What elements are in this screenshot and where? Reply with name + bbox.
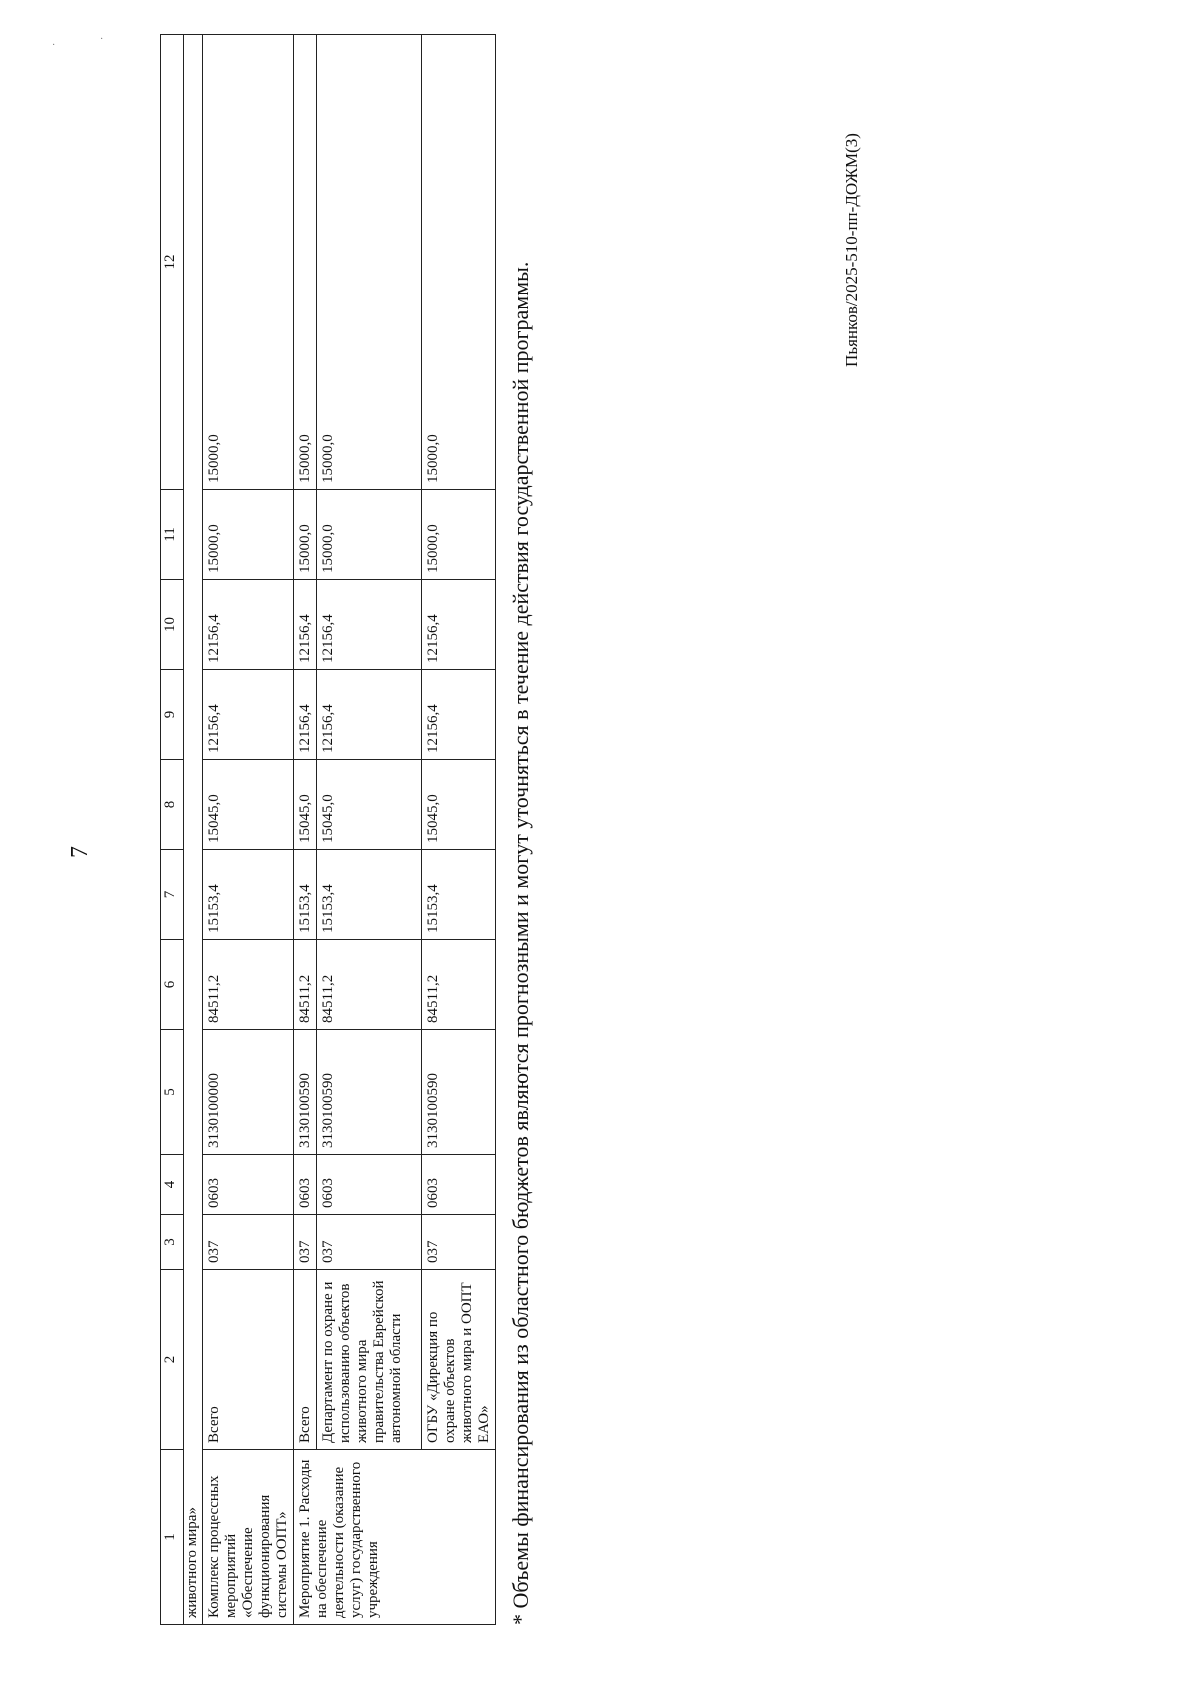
table-cell: Всего: [203, 1270, 294, 1450]
table-cell: 84511,2: [294, 940, 317, 1030]
scan-mark: ·: [100, 34, 104, 45]
column-number: 2: [161, 1270, 184, 1450]
table-cell: 15153,4: [203, 850, 294, 940]
table-cell: Всего: [294, 1270, 317, 1450]
table-cell: 15000,0: [317, 35, 422, 490]
column-number: 11: [161, 490, 184, 580]
table-cell: 15000,0: [203, 490, 294, 580]
page-number: 7: [67, 846, 93, 858]
table-cell: 3130100590: [294, 1030, 317, 1155]
column-number: 12: [161, 35, 184, 490]
column-number: 8: [161, 760, 184, 850]
table-cell: 12156,4: [422, 670, 496, 760]
table-cell: Комплекс процессных мероприятий «Обеспечение функционирования системы ООПТ»: [203, 1450, 294, 1625]
table-cell: 037: [422, 1215, 496, 1270]
finance-table: [160, 34, 496, 1625]
column-number: 9: [161, 670, 184, 760]
table-cell: Мероприятие 1. Расходы на обеспечение деятельности (оказание услуг) государственного учреждения: [294, 1450, 496, 1625]
table-cell: 0603: [317, 1155, 422, 1215]
table-cell: 15153,4: [317, 850, 422, 940]
table-cell: 15000,0: [317, 490, 422, 580]
column-number: 1: [161, 1450, 184, 1625]
table-cell: 15000,0: [422, 490, 496, 580]
table-cell: 12156,4: [422, 580, 496, 670]
column-number: 10: [161, 580, 184, 670]
table-cell: 15045,0: [422, 760, 496, 850]
table-cell: 12156,4: [317, 580, 422, 670]
table-cell: 3130100590: [422, 1030, 496, 1155]
table-cell: 0603: [422, 1155, 496, 1215]
table-cell: 84511,2: [317, 940, 422, 1030]
table-cell: 0603: [294, 1155, 317, 1215]
table-cell: Департамент по охране и использованию объектов животного мира правительства Еврейской автономной области: [317, 1270, 422, 1450]
table-cell: 0603: [203, 1155, 294, 1215]
table-cell: 12156,4: [294, 580, 317, 670]
table-cell: 037: [203, 1215, 294, 1270]
rotated-content: [160, 105, 615, 1625]
table-cell: 12156,4: [317, 670, 422, 760]
table-cell: 84511,2: [203, 940, 294, 1030]
table-cell: ОГБУ «Дирекция по охране объектов животного мира и ООПТ ЕАО»: [422, 1270, 496, 1450]
document-code: Пьянков/2025-510-пп-ДОЖМ(3): [842, 133, 861, 367]
table-cell: 15153,4: [422, 850, 496, 940]
scan-mark: ·: [52, 40, 56, 51]
table-cell: 12156,4: [203, 580, 294, 670]
column-number: 7: [161, 850, 184, 940]
table-row: [317, 35, 422, 1625]
column-number: 5: [161, 1030, 184, 1155]
table-row: [422, 35, 496, 1625]
section-row: [184, 35, 203, 1625]
table-cell: 3130100590: [317, 1030, 422, 1155]
table-cell: 15153,4: [294, 850, 317, 940]
column-number: 6: [161, 940, 184, 1030]
footnote: * Объемы финансирования из областного бюджетов являются прогнозными и могут уточняться в течение действия государственной программы.: [508, 261, 533, 1625]
table-cell: 3130100000: [203, 1030, 294, 1155]
table-cell: 15045,0: [294, 760, 317, 850]
table-cell: 15000,0: [294, 35, 317, 490]
table-cell: 15045,0: [203, 760, 294, 850]
table-cell: 12156,4: [294, 670, 317, 760]
column-number: 4: [161, 1155, 184, 1215]
table-row: [294, 35, 317, 1625]
section-text: животного мира»: [184, 35, 203, 1625]
table-cell: 037: [317, 1215, 422, 1270]
table-row: [203, 35, 294, 1625]
table-cell: 15000,0: [294, 490, 317, 580]
table-cell: 15045,0: [317, 760, 422, 850]
table-cell: 15000,0: [203, 35, 294, 490]
table-cell: 12156,4: [203, 670, 294, 760]
column-number: 3: [161, 1215, 184, 1270]
table-cell: 15000,0: [422, 35, 496, 490]
table-cell: 84511,2: [422, 940, 496, 1030]
column-number-row: [161, 35, 184, 1625]
table-cell: 037: [294, 1215, 317, 1270]
